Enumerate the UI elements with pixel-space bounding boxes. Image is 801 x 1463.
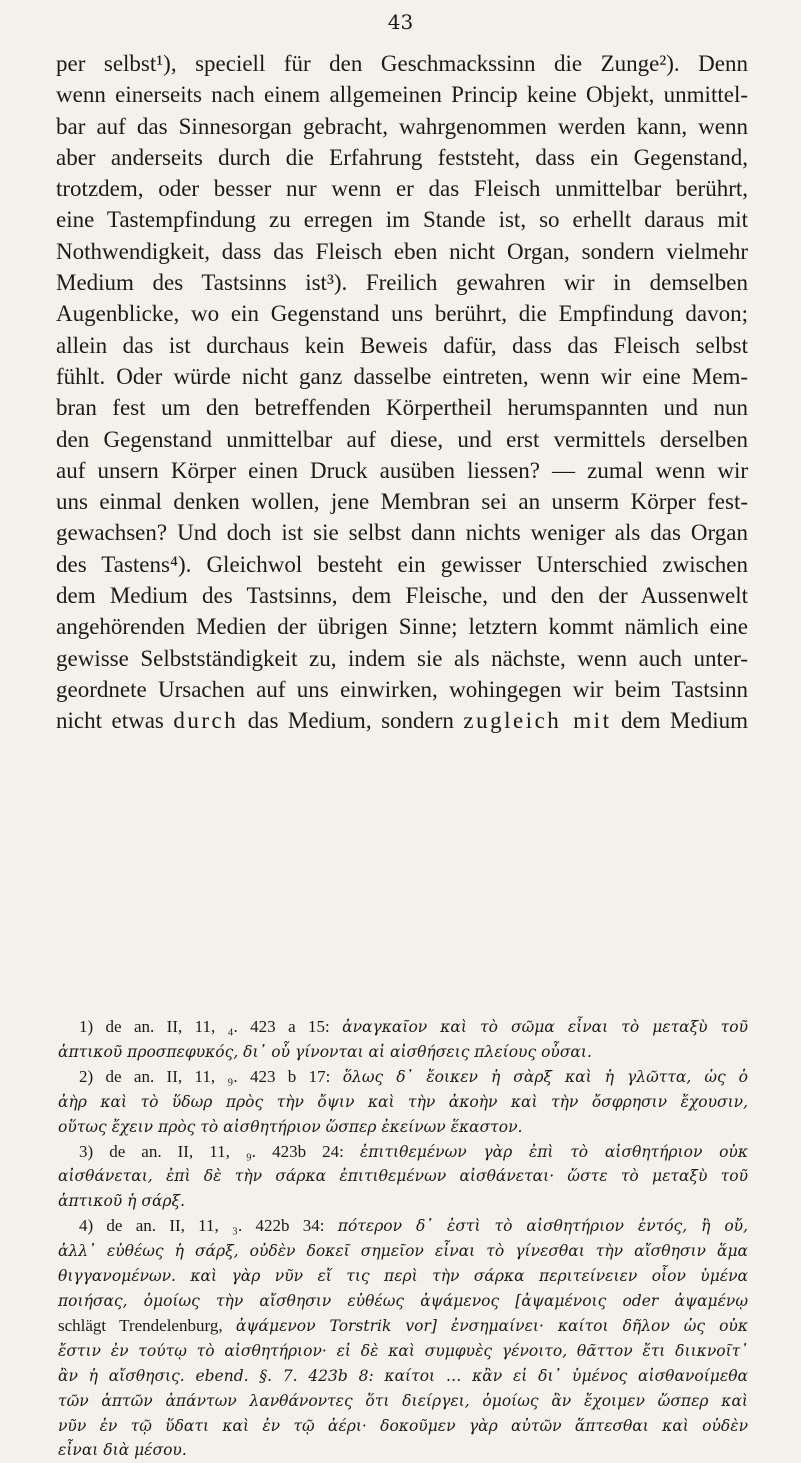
text-line: aber anderseits durch die Erfahrung feststeht, dass ein Gegenstand, — [56, 144, 748, 170]
footnote-reference: 3) de an. II, 11, ₉. 423b 24: — [79, 1141, 360, 1161]
footnote-quote: πότερον δ᾽ ἐστὶ τὸ αἰσθητήριον ἐντός, ἢ οὔ, — [337, 1217, 749, 1236]
footnote-4-line — [58, 1339, 748, 1364]
text-line: trotzdem, oder besser nur wenn er das Fleisch unmittelbar berührt, — [56, 176, 748, 202]
footnote-quote: ἀλλ᾽ εὐθέως ἡ σάρξ, οὐδὲν δοκεῖ σημεῖον εἶναι τὸ γίνεσθαι τὴν αἴσθησιν ἅμα — [58, 1242, 748, 1261]
text-line: auf unsern Körper einen Druck ausüben liessen? — zumal wenn wir — [56, 457, 748, 483]
footnote-2-line — [58, 1115, 748, 1140]
footnote-quote: ἀψάμενον Torstrik vor] ἐνσημαίνει· καίτοι δῆλον ὡς οὐκ — [235, 1316, 748, 1335]
text-line: angehörenden Medien der übrigen Sinne; letztern kommt nämlich eine — [56, 614, 748, 640]
footnote-4-line — [58, 1214, 748, 1239]
text-line: uns einmal denken wollen, jene Membran sei an unserm Körper fest- — [56, 489, 748, 515]
footnote-quote: θιγγανομένων. καὶ γὰρ νῦν εἴ τις περὶ τὴν σάρκα περιτείνειεν οἷον ὑμένα — [58, 1267, 748, 1286]
footnote-reference: 2) de an. II, 11, ₉. 423 b 17: — [79, 1066, 343, 1086]
text-line: den Gegenstand unmittelbar auf diese, und erst vermittels derselben — [56, 426, 748, 452]
footnote-4-line — [58, 1264, 748, 1289]
footnote-quote: ἐπιτιθεμένων γὰρ ἐπὶ τὸ αἰσθητήριον οὐκ — [359, 1142, 748, 1161]
main-text — [56, 48, 748, 737]
text-line: dem Medium des Tastsinns, dem Fleische, und den der Aussenwelt — [56, 583, 748, 609]
footnote-quote: ὅλως δ᾽ ἔοικεν ἡ σὰρξ καὶ ἡ γλῶττα, ὡς ὁ — [342, 1067, 748, 1086]
page-number: 43 — [387, 10, 414, 34]
footnote-quote: ἁπτικοῦ προσπεφυκός, δι᾽ οὗ γίνονται αἱ αἰσθήσεις πλείους οὖσαι. — [58, 1042, 592, 1061]
footnote-quote: αἰσθάνεται, ἐπὶ δὲ τὴν σάρκα ἐπιτιθεμένων αἰσθάνεται· ὥστε τὸ μεταξὺ τοῦ — [58, 1167, 748, 1186]
footnote-4-line — [58, 1239, 748, 1264]
text-line: bar auf das Sinnesorgan gebracht, wahrgenommen werden kann, wenn — [56, 113, 748, 139]
footnote-quote: ποιήσας, ὁμοίως τὴν αἴσθησιν εὐθέως ἀψάμενος [ἀψαμένοις oder ἀψαμένῳ — [58, 1291, 748, 1310]
text-line: fühlt. Oder würde nicht ganz dasselbe eintreten, wenn wir eine Mem- — [56, 363, 748, 389]
text-line: Augenblicke, wo ein Gegenstand uns berührt, die Empfindung davon; — [56, 301, 748, 327]
text-line: Nothwendigkeit, dass das Fleisch eben nicht Organ, sondern vielmehr — [56, 238, 748, 264]
footnote-1-line — [58, 1040, 748, 1065]
footnote-3-line — [58, 1164, 748, 1189]
footnote-3-line — [58, 1140, 748, 1165]
footnote-quote: τῶν ἁπτῶν ἁπάντων λανθάνοντες ὅτι διείργει, ὁμοίως ἂν ἔχοιμεν ὥσπερ καὶ — [58, 1391, 748, 1410]
emphasis-spaced: durch — [173, 708, 239, 734]
footnote-4-line — [58, 1389, 748, 1414]
footnote-reference: schlägt Trendelenburg, — [58, 1315, 236, 1335]
text-segment: das Medium, sondern — [238, 708, 464, 734]
text-line: gewisse Selbstständigkeit zu, indem sie als nächste, wenn auch unter- — [56, 645, 748, 671]
footnote-4-line — [58, 1314, 748, 1339]
text-line-last — [56, 705, 748, 736]
footnote-3-line — [58, 1189, 748, 1214]
text-segment: nicht etwas — [56, 708, 174, 734]
emphasis-spaced: zugleich mit — [463, 708, 612, 734]
text-line: allein das ist durchaus kein Beweis dafür, dass das Fleisch selbst — [56, 332, 748, 358]
footnote-quote: νῦν ἐν τῷ ὕδατι καὶ ἐν τῷ ἀέρι· δοκοῦμεν γὰρ αὐτῶν ἅπτεσθαι καὶ οὐδὲν — [58, 1416, 748, 1435]
text-line: per selbst¹), speciell für den Geschmackssinn die Zunge²). Denn — [56, 51, 748, 76]
text-line: des Tastens⁴). Gleichwol besteht ein gewisser Unterschied zwischen — [56, 551, 748, 577]
footnote-reference: 1) de an. II, 11, ₄. 423 a 15: — [79, 1017, 343, 1036]
footnote-2-line — [58, 1065, 748, 1090]
footnotes — [58, 1015, 748, 1463]
footnote-quote: ἁπτικοῦ ἡ σάρξ. — [58, 1192, 185, 1211]
footnote-1-line — [58, 1015, 748, 1040]
text-line: wenn einerseits nach einem allgemeinen Princip keine Objekt, unmittel- — [56, 82, 748, 108]
footnote-quote: ἀναγκαῖον καὶ τὸ σῶμα εἶναι τὸ μεταξὺ τοῦ — [342, 1018, 748, 1036]
text-line: gewachsen? Und doch ist sie selbst dann nichts weniger als das Organ — [56, 520, 748, 546]
text-line: eine Tastempfindung zu erregen im Stande ist, so erhellt daraus mit — [56, 207, 748, 233]
text-line: Medium des Tastsinns ist³). Freilich gewahren wir in demselben — [56, 270, 748, 296]
footnote-2-line — [58, 1090, 748, 1115]
footnote-quote: εἶναι διὰ μέσου. — [58, 1441, 187, 1460]
footnote-4-line — [58, 1289, 748, 1314]
footnote-4-line — [58, 1414, 748, 1439]
footnote-4-line — [58, 1438, 748, 1463]
footnote-quote: ἀὴρ καὶ τὸ ὕδωρ πρὸς τὴν ὄψιν καὶ τὴν ἀκοὴν καὶ τὴν ὄσφρησιν ἔχουσιν, — [58, 1092, 748, 1111]
footnote-quote: ἂν ἡ αἴσθησις. ebend. §. 7. 423b 8: καίτοι … κἂν εἰ δι᾽ ὑμένος αἰσθανοίμεθα — [58, 1366, 748, 1385]
text-segment: dem Medium — [611, 708, 748, 734]
text-line: geordnete Ursachen auf uns einwirken, wohingegen wir beim Tastsinn — [56, 676, 748, 702]
footnote-4-line — [58, 1364, 748, 1389]
footnote-quote: ἔστιν ἐν τούτῳ τὸ αἰσθητήριον· εἰ δὲ καὶ συμφυὲς γένοιτο, θᾶττον ἔτι διικνοῖτ᾽ — [58, 1341, 748, 1360]
footnote-quote: οὕτως ἔχειν πρὸς τὸ αἰσθητήριον ὥσπερ ἐκείνων ἕκαστον. — [58, 1117, 523, 1136]
text-line: bran fest um den betreffenden Körpertheil herumspannten und nun — [56, 395, 748, 421]
footnote-reference: 4) de an. II, 11, ₃. 422b 34: — [79, 1216, 338, 1236]
